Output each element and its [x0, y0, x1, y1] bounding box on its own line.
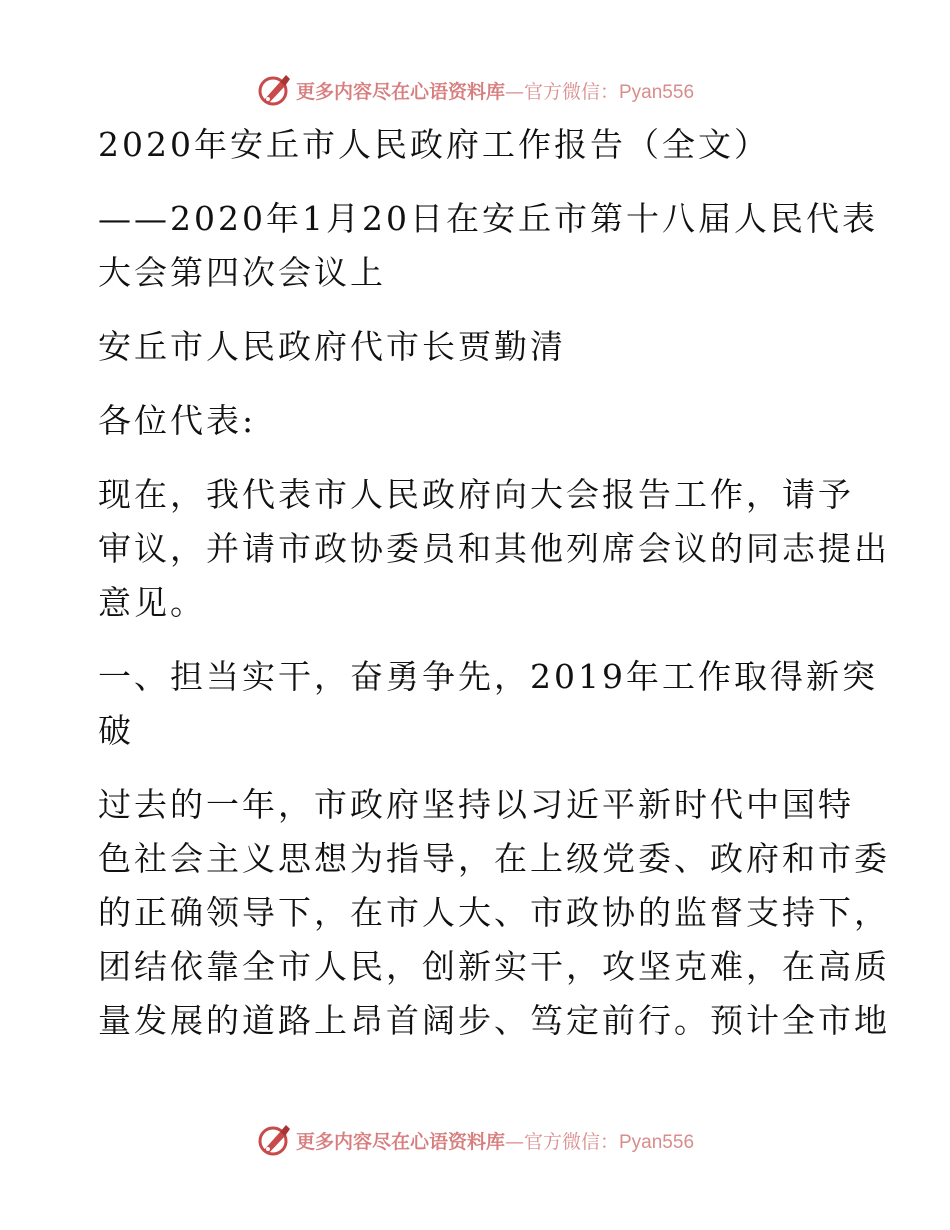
subtitle-line: 大会第四次会议上 — [98, 253, 386, 292]
watermark-brand: 更多内容尽在心语资料库 — [295, 1130, 505, 1153]
watermark-text — [296, 1127, 694, 1154]
watermark-brand: 更多内容尽在心语资料库 — [295, 80, 505, 103]
body-line: 色社会主义思想为指导，在上级党委、政府和市委 — [98, 839, 890, 878]
watermark-footer — [0, 1120, 950, 1160]
intro-paragraph — [98, 468, 890, 630]
watermark-separator: — — [504, 1130, 524, 1153]
watermark-wechat-id: Pyan556 — [619, 81, 695, 103]
watermark-separator: — — [504, 80, 524, 103]
watermark-wechat-label: 官方微信： — [523, 1130, 619, 1153]
pen-logo-icon — [256, 1122, 292, 1158]
body-line: 量发展的道路上昂首阔步、笃定前行。预计全市地 — [98, 1001, 890, 1040]
watermark-text — [296, 77, 694, 104]
watermark-wechat-label: 官方微信： — [523, 80, 619, 103]
watermark-wechat-id: Pyan556 — [619, 1131, 695, 1153]
body-line: 的正确领导下，在市人大、市政协的监督支持下， — [98, 893, 890, 932]
section-heading-line: 一、担当实干，奋勇争先，2019年工作取得新突 — [98, 657, 878, 696]
salutation: 各位代表: — [98, 401, 257, 440]
document-title: 2020年安丘市人民政府工作报告（全文） — [98, 125, 770, 164]
watermark-header — [0, 70, 950, 110]
body-paragraph — [98, 778, 890, 1048]
section-heading-line: 破 — [98, 711, 134, 750]
speaker-line: 安丘市人民政府代市长贾勤清 — [98, 327, 566, 366]
intro-line: 现在，我代表市人民政府向大会报告工作，请予 — [98, 475, 854, 514]
subtitle-line: ——2020年1月20日在安丘市第十八届人民代表 — [98, 199, 878, 238]
section-heading — [98, 650, 878, 758]
document-body — [98, 118, 890, 1048]
intro-line: 审议，并请市政协委员和其他列席会议的同志提出 — [98, 529, 890, 568]
intro-line: 意见。 — [98, 583, 206, 622]
body-line: 过去的一年，市政府坚持以习近平新时代中国特 — [98, 785, 854, 824]
pen-logo-icon — [256, 72, 292, 108]
document-subtitle — [98, 192, 878, 300]
body-line: 团结依靠全市人民，创新实干，攻坚克难，在高质 — [98, 947, 890, 986]
